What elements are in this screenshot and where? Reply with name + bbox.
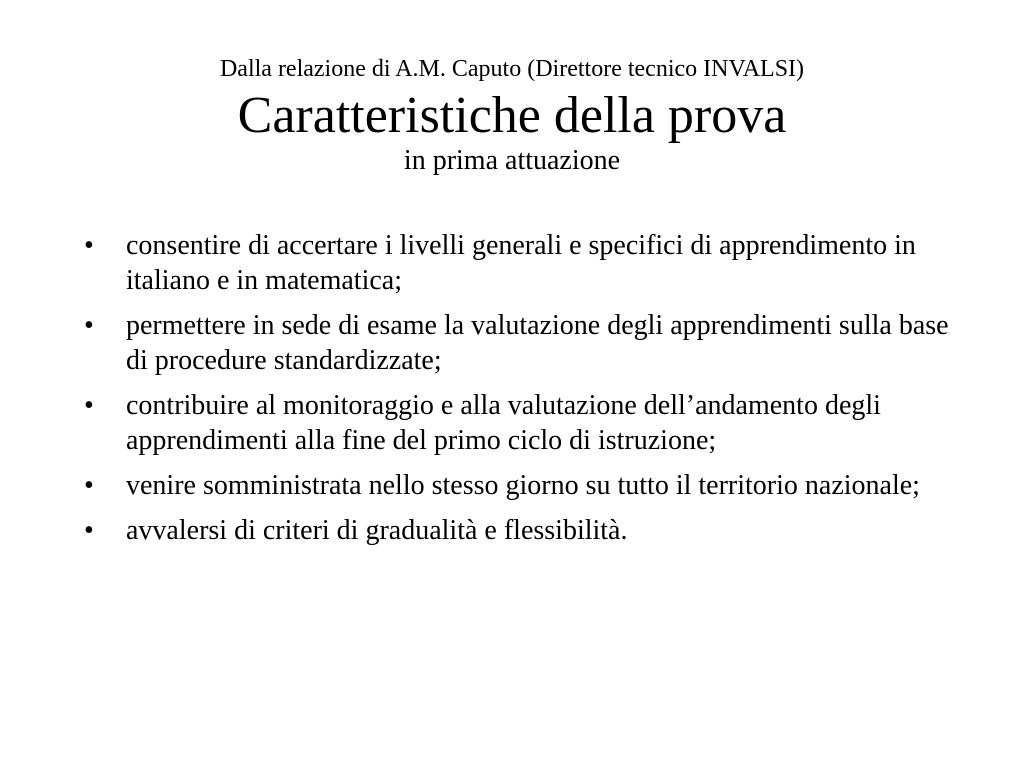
bullet-icon: • bbox=[84, 470, 94, 501]
bullet-icon: • bbox=[84, 310, 94, 341]
list-item bbox=[84, 388, 964, 458]
title-block bbox=[0, 54, 1024, 178]
list-item bbox=[84, 468, 964, 503]
list-item bbox=[84, 228, 964, 298]
bullet-list bbox=[84, 228, 964, 558]
subtitle: in prima attuazione bbox=[403, 145, 621, 176]
bullet-icon: • bbox=[84, 230, 94, 261]
bullet-text: venire somministrata nello stesso giorno su tutto il territorio nazionale; bbox=[126, 470, 920, 501]
list-item bbox=[84, 308, 964, 378]
bullet-text: permettere in sede di esame la valutazione degli apprendimenti sulla base di procedure standardizzate; bbox=[126, 310, 949, 376]
bullet-icon: • bbox=[84, 515, 94, 546]
bullet-text: consentire di accertare i livelli generali e specifici di apprendimento in italiano e in matematica; bbox=[126, 230, 916, 296]
page-title: Caratteristiche della prova bbox=[237, 87, 787, 144]
list-item bbox=[84, 513, 964, 548]
bullet-text: avvalersi di criteri di gradualità e flessibilità. bbox=[126, 515, 628, 546]
bullet-icon: • bbox=[84, 390, 94, 421]
bullet-text: contribuire al monitoraggio e alla valutazione dell’andamento degli apprendimenti alla fine del primo ciclo di istruzione; bbox=[126, 390, 881, 456]
pre-title: Dalla relazione di A.M. Caputo (Direttore tecnico INVALSI) bbox=[219, 56, 805, 82]
